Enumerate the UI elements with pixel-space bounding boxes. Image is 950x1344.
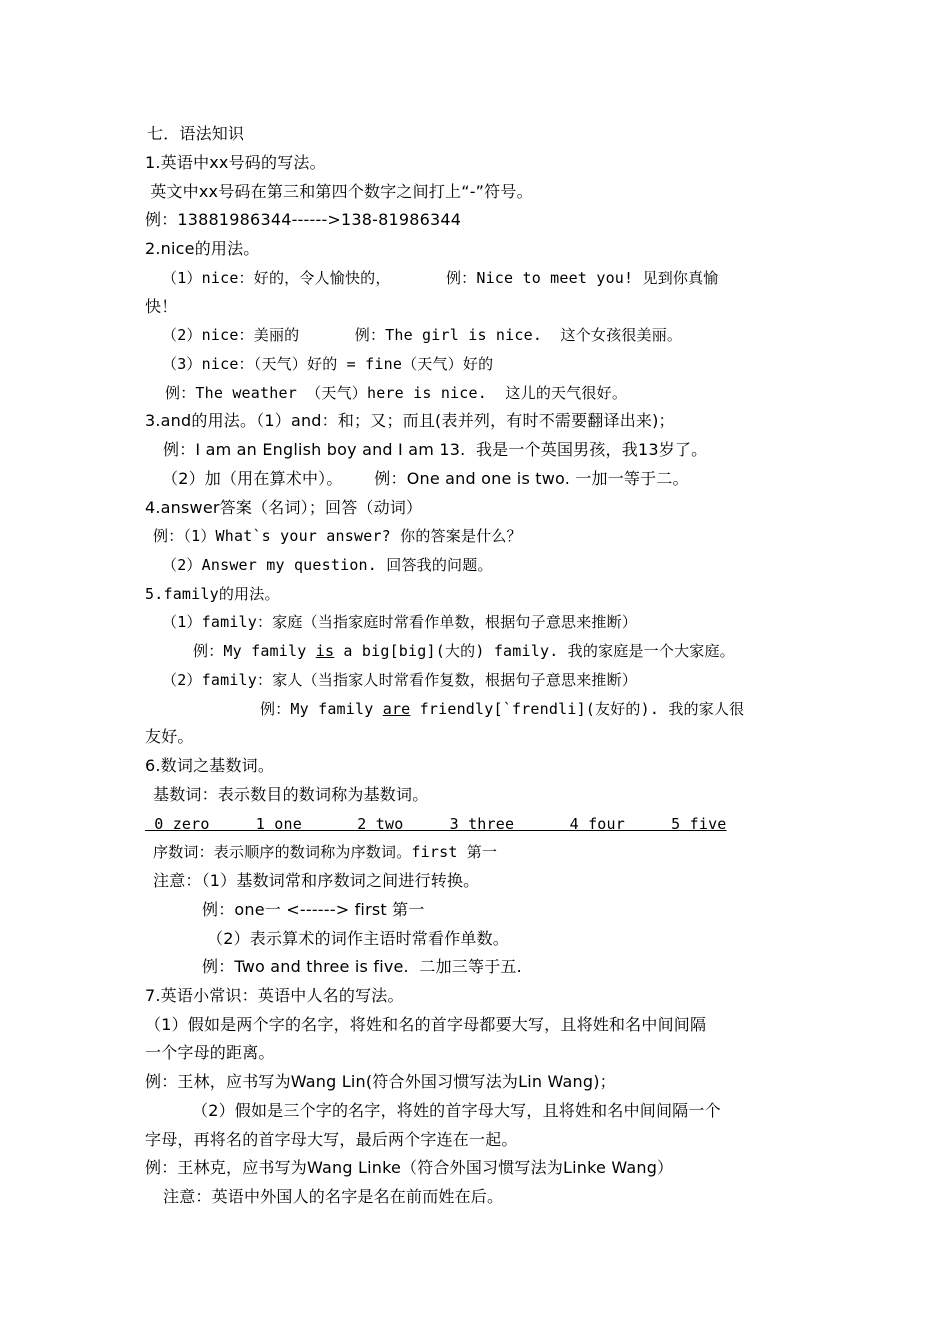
example-text: 例：My family <box>193 642 316 660</box>
example-text: friendly[`frendli](友好的). 我的家人很 <box>410 700 745 718</box>
topic-6-heading: 6.数词之基数词。 <box>145 756 275 775</box>
topic-5-example-2 <box>260 698 744 720</box>
topic-5-item-2: （2）family：家人（当指家人时常看作复数，根据句子意思来推断） <box>162 671 638 689</box>
topic-4-example-2: （2）Answer my question. 回答我的问题。 <box>162 556 493 574</box>
topic-3-example-1: 例：I am an English boy and I am 13. 我是一个英国男孩，我13岁了。 <box>163 440 708 459</box>
topic-5-example-1 <box>193 640 735 662</box>
topic-2-heading: 2.nice的用法。 <box>145 239 260 258</box>
topic-7-item-1-cont: 一个字母的距离。 <box>145 1043 275 1062</box>
topic-4-heading: 4.answer答案（名词）；回答（动词） <box>145 498 423 517</box>
topic-3-heading: 3.and的用法。（1）and：和；又；而且(表并列，有时不需要翻译出来)； <box>145 411 675 430</box>
topic-2-item-2: （2）nice：美丽的 例：The girl is nice. 这个女孩很美丽。 <box>162 326 683 344</box>
topic-1-heading: 1.英语中xx号码的写法。 <box>145 153 326 172</box>
topic-5-item-1: （1）family：家庭（当指家庭时常看作单数，根据句子意思来推断） <box>162 613 638 631</box>
topic-7-example-1: 例：王林，应书写为Wang Lin(符合外国习惯写法为Lin Wang)； <box>145 1072 616 1091</box>
topic-7-item-2-cont: 字母，再将名的首字母大写，最后两个字连在一起。 <box>145 1130 518 1149</box>
topic-2-item-1-cont: 快！ <box>145 297 178 316</box>
note-2: （2）表示算术的词作主语时常看作单数。 <box>207 929 509 948</box>
topic-7-example-2: 例：王林克，应书写为Wang Linke（符合外国习惯写法为Linke Wang） <box>145 1158 674 1177</box>
topic-5-example-2-cont: 友好。 <box>145 727 194 746</box>
cardinal-definition: 基数词：表示数目的数词称为基数词。 <box>153 785 429 804</box>
topic-1-text: 英文中xx号码在第三和第四个数字之间打上“-”符号。 <box>145 182 533 201</box>
topic-2-item-3-example: 例：The weather （天气）here is nice. 这儿的天气很好。 <box>165 384 628 402</box>
note-1-example: 例：one一 <------> first 第一 <box>202 900 425 919</box>
note-1: 注意：（1）基数词常和序数词之间进行转换。 <box>153 871 480 890</box>
topic-7-note: 注意：英语中外国人的名字是名在前而姓在后。 <box>163 1187 504 1206</box>
underlined-verb: are <box>382 700 411 718</box>
example-text: a big[big](大的) family. 我的家庭是一个大家庭。 <box>334 642 735 660</box>
topic-4-example-1: 例：（1）What`s your answer? 你的答案是什么？ <box>153 527 522 545</box>
topic-7-heading: 7.英语小常识：英语中人名的写法。 <box>145 986 404 1005</box>
topic-3-item-2: （2）加（用在算术中）。 例：One and one is two. 一加一等于二。 <box>162 469 689 488</box>
topic-5-heading: 5.family的用法。 <box>145 585 280 603</box>
ordinal-definition: 序数词：表示顺序的数词称为序数词。first 第一 <box>153 843 498 861</box>
note-2-example: 例：Two and three is five. 二加三等于五. <box>202 957 522 976</box>
underlined-verb: is <box>315 642 335 660</box>
example-text: 例：My family <box>260 700 383 718</box>
topic-7-item-1: （1）假如是两个字的名字，将姓和名的首字母都要大写，且将姓和名中间间隔 <box>145 1015 707 1034</box>
topic-7-item-2: （2）假如是三个字的名字，将姓的首字母大写，且将姓和名中间间隔一个 <box>192 1101 721 1120</box>
cardinal-number-list: 0 zero 1 one 2 two 3 three 4 four 5 five <box>145 815 727 833</box>
section-heading: 七．语法知识 <box>147 124 245 143</box>
topic-2-item-3: （3）nice：（天气）好的 = fine（天气）好的 <box>162 355 494 373</box>
topic-2-item-1: （1）nice：好的，令人愉快的， 例：Nice to meet you! 见到你真愉 <box>162 269 719 287</box>
topic-1-example: 例：13881986344------>138-81986344 <box>145 210 462 229</box>
